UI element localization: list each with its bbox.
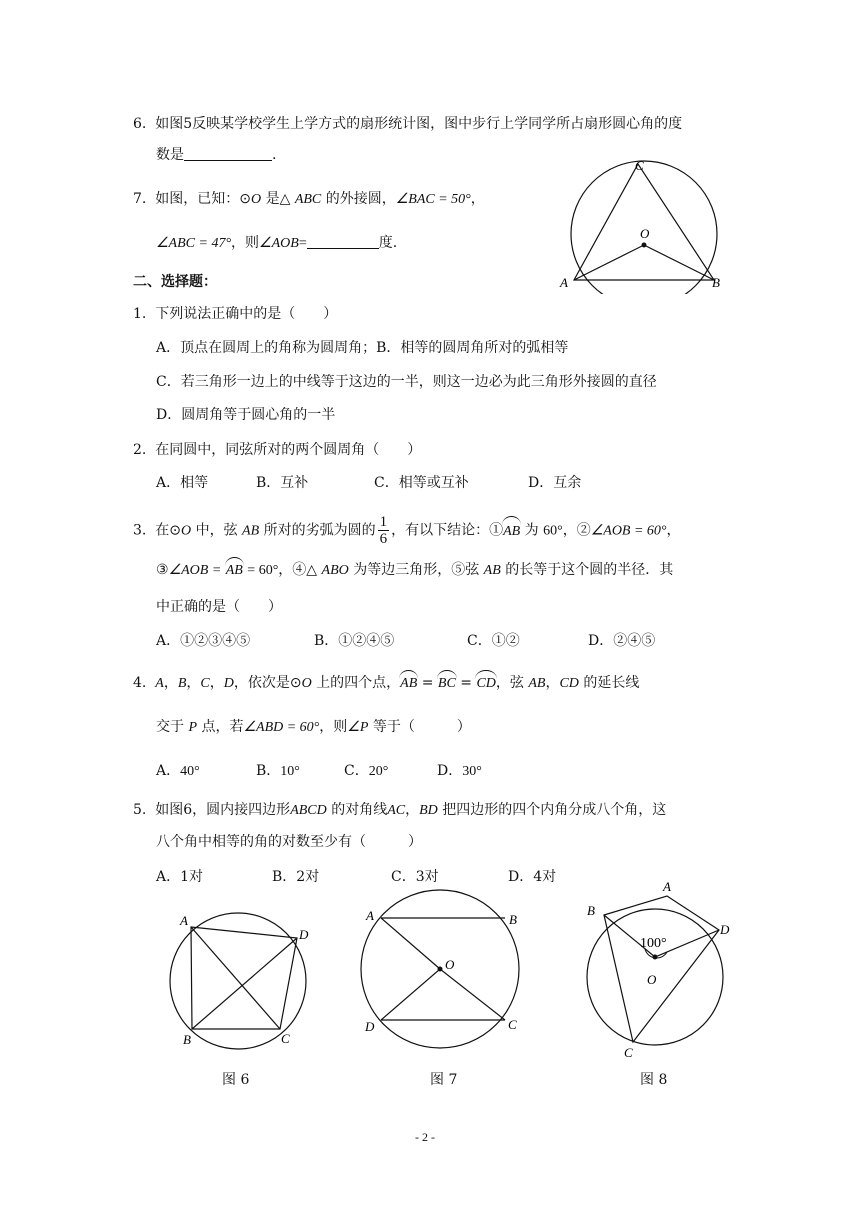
c1-stem: 1. 下列说法正确中的是（ ） xyxy=(133,306,338,322)
point-label: C xyxy=(281,1031,290,1046)
c1-option-a: A．顶点在圆周上的角称为圆周角；B．相等的圆周角所对的弧相等 xyxy=(156,340,569,356)
c5-option-b: B．2对 xyxy=(272,869,320,885)
c2-stem: 2. 在同圆中，同弦所对的两个圆周角（ ） xyxy=(133,442,422,458)
point-label: O xyxy=(445,957,455,972)
c3-line1: 3. 在⊙O 中，弦 AB 所对的劣弧为圆的 $\frac{1}{6}$ ，有以下结论：①AB 为 60°，②∠AOB = 60°， xyxy=(133,514,681,547)
point-label: O xyxy=(640,226,650,241)
c4-line1: 4. A，B，C，D，依次是⊙O 上的四个点，AB = BC = CD，弦 AB，CD 的延长线 xyxy=(133,675,640,691)
point-label: C xyxy=(508,1017,517,1032)
c2-option-a: A．相等 xyxy=(156,475,209,491)
point-label: C xyxy=(635,158,644,173)
c3-option-a: A．①②③④⑤ xyxy=(156,633,251,649)
section-heading: 二、选择题： xyxy=(133,274,217,290)
c4-option-a: A．40° xyxy=(156,763,200,779)
point-label: D xyxy=(365,1019,375,1034)
figure-7-caption: 图 7 xyxy=(430,1072,458,1088)
answer-blank[interactable] xyxy=(307,234,379,249)
point-label: B xyxy=(509,912,517,927)
q6-line2: 数是 . xyxy=(156,147,277,163)
c3-option-d: D．②④⑤ xyxy=(588,633,656,649)
answer-blank[interactable] xyxy=(184,146,272,161)
c3-line2: ③∠AOB = AB = 60°，④△ ABO 为等边三角形，⑤弦 AB 的长等于这个圆的半径．其 xyxy=(156,562,674,578)
c4-option-c: C．20° xyxy=(344,763,389,779)
c5-option-a: A．1对 xyxy=(156,869,204,885)
c1-option-d: D．圆周角等于圆心角的一半 xyxy=(156,407,336,423)
point-label: B xyxy=(183,1032,191,1047)
q7-line1: 7. 如图，已知：⊙O 是△ ABC 的外接圆，∠BAC = 50°， xyxy=(133,191,485,207)
figure-7 xyxy=(360,888,530,1058)
c5-line2: 八个角中相等的角的对数至少有（ ） xyxy=(156,834,422,850)
c4-line2: 交于 P 点，若∠ABD = 60°，则∠P 等于（ ） xyxy=(156,719,471,735)
point-label: D xyxy=(299,927,309,942)
point-label: A xyxy=(560,275,568,290)
point-label: D xyxy=(720,922,730,937)
figure-6 xyxy=(165,902,315,1062)
c5-line1: 5. 如图6，圆内接四边形ABCD 的对角线AC，BD 把四边形的四个内角分成八个角，这 xyxy=(133,802,667,818)
c3-option-b: B．①②④⑤ xyxy=(314,633,395,649)
point-label: C xyxy=(624,1045,633,1060)
c4-option-d: D．30° xyxy=(437,763,482,779)
figure-8 xyxy=(580,872,740,1062)
figure-8-caption: 图 8 xyxy=(640,1072,668,1088)
fraction: $\frac{1}{6}$ xyxy=(379,514,388,547)
c4-option-b: B．10° xyxy=(256,763,300,779)
point-label: B xyxy=(587,903,595,918)
figure-6-caption: 图 6 xyxy=(222,1072,250,1088)
c1-option-c: C．若三角形一边上的中线等于这边的一半，则这一边必为此三角形外接圆的直径 xyxy=(156,374,657,390)
point-label: A xyxy=(366,908,374,923)
point-label: O xyxy=(647,972,657,987)
c5-option-c: C．3对 xyxy=(391,869,439,885)
c2-option-c: C．相等或互补 xyxy=(374,475,469,491)
point-label: B xyxy=(712,275,720,290)
point-label: A xyxy=(180,913,188,928)
c5-option-d: D．4对 xyxy=(508,869,557,885)
q7-circle-figure xyxy=(556,154,736,294)
c2-option-d: D．互余 xyxy=(528,475,582,491)
point-label: A xyxy=(663,879,671,894)
q7-line2: ∠ABC = 47°，则∠AOB= 度. xyxy=(156,235,398,251)
c3-option-c: C．①② xyxy=(467,633,520,649)
page-number: - 2 - xyxy=(415,1130,435,1144)
c2-option-b: B．互补 xyxy=(256,475,309,491)
q6-line1: 6. 如图5反映某学校学生上学方式的扇形统计图，图中步行上学同学所占扇形圆心角的度 xyxy=(133,116,683,132)
c3-line3: 中正确的是（ ） xyxy=(156,599,282,615)
angle-label: 100° xyxy=(640,936,667,951)
